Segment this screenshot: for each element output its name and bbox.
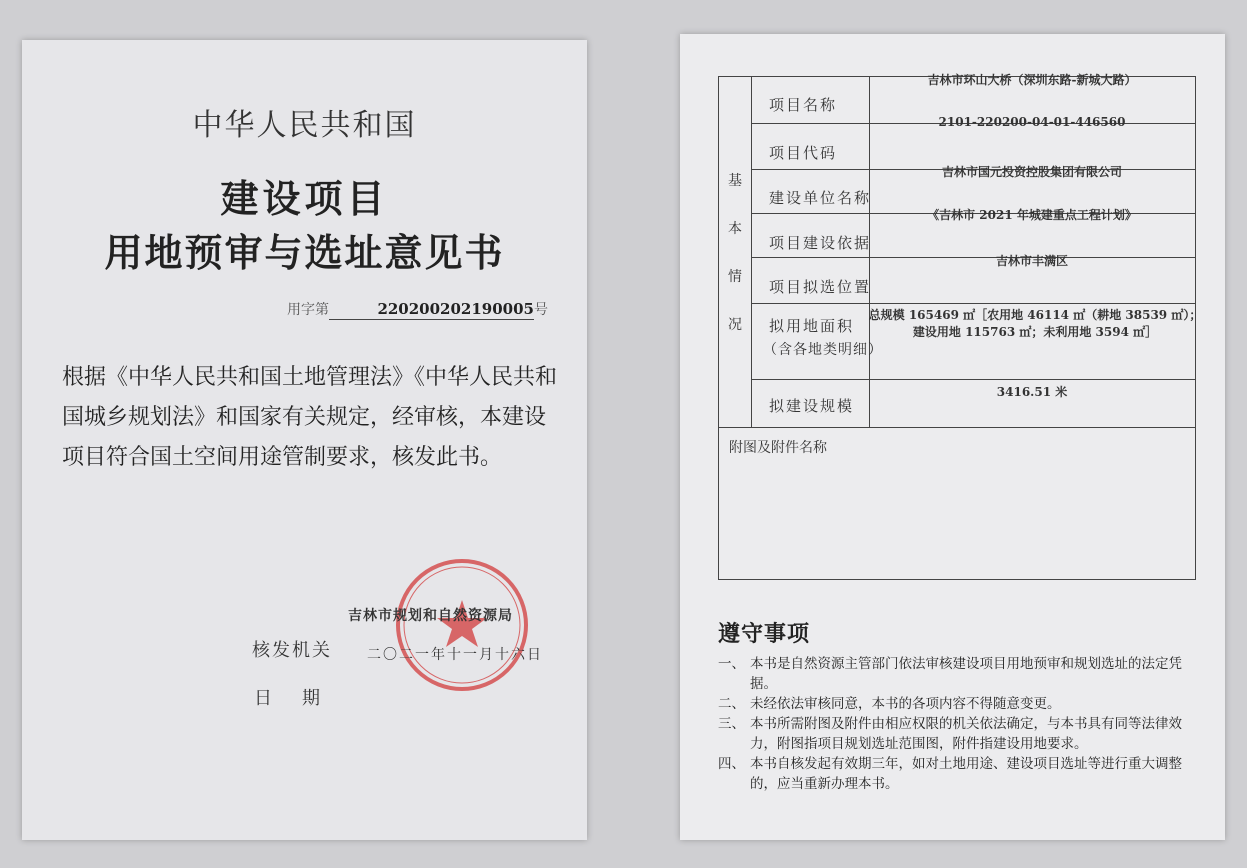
certificate-cover-page (22, 40, 587, 840)
rule-item (718, 694, 1208, 714)
side-title-char: 基 (728, 173, 742, 189)
issue-date: 二〇二一年十一月十六日 (367, 647, 543, 663)
attachments-label: 附图及附件名称 (729, 440, 827, 456)
doc-number-label: 用字第 (287, 302, 329, 318)
doc-number-value: 220200202190005 (329, 300, 534, 320)
basic-info-table (718, 73, 1202, 580)
rule-text: 本书自核发起有效期三年，如对土地用途、建设项目选址等进行重大调整的，应当重新办理本书。 (750, 756, 1182, 792)
approval-statement: 根据《中华人民共和国土地管理法》《中华人民共和国城乡规划法》和国家有关规定，经审核，本建设项目符合国土空间用途管制要求，核发此书。 (62, 365, 558, 470)
value-builder-unit: 吉林市国元投资控股集团有限公司 (941, 165, 1122, 179)
rule-item (718, 754, 1208, 794)
label-land-area: 拟用地面积 (769, 317, 855, 335)
project-info-page (680, 34, 1225, 840)
rule-text: 本书是自然资源主管部门依法审核建设项目用地预审和规划选址的法定凭据。 (750, 656, 1182, 692)
value-project-basis: 《吉林市 2021 年城建重点工程计划》 (927, 208, 1137, 222)
value-project-name: 吉林市环山大桥（深圳东路-新城大路） (927, 73, 1137, 87)
side-title-char: 情 (728, 269, 742, 285)
rule-number: 四、 (718, 756, 745, 772)
country-name: 中华人民共和国 (192, 108, 417, 143)
value-project-code: 2101-220200-04-01-446560 (938, 115, 1126, 129)
doc-number-suffix: 号 (534, 302, 548, 318)
label-proposed-location: 项目拟选位置 (769, 278, 872, 296)
document-number (287, 299, 548, 320)
document-title-line1: 建设项目 (220, 177, 389, 221)
side-title-char: 况 (728, 317, 742, 333)
rule-item (718, 714, 1208, 754)
issuing-authority: 吉林市规划和自然资源局 (348, 608, 513, 624)
rule-text: 未经依法审核同意，本书的各项内容不得随意变更。 (750, 696, 1061, 712)
label-project-name: 项目名称 (769, 96, 838, 114)
date-label: 日期 (254, 688, 350, 709)
rules-list (718, 654, 1208, 794)
rule-number: 一、 (718, 656, 745, 672)
label-land-area-detail: （含各地类明细） (763, 342, 883, 358)
label-project-code: 项目代码 (769, 144, 838, 162)
rule-text: 本书所需附图及附件由相应权限的机关依法确定，与本书具有同等法律效力，附图指项目规划选址范围图，附件指建设用地要求。 (750, 716, 1182, 752)
value-proposed-location: 吉林市丰满区 (995, 254, 1068, 268)
value-land-area: 总规模 165469 ㎡［农用地 46114 ㎡（耕地 38539 ㎡）；建设用地 115763 ㎡；未利用地 3594 ㎡］ (868, 308, 1202, 339)
side-title-char: 本 (728, 221, 742, 237)
label-construction-scale: 拟建设规模 (769, 397, 855, 415)
section-title-basic-info (719, 77, 751, 427)
label-project-basis: 项目建设依据 (769, 234, 872, 252)
rule-number: 三、 (718, 716, 745, 732)
rule-item (718, 654, 1208, 694)
issuer-label: 核发机关 (252, 640, 332, 661)
value-construction-scale: 3416.51 米 (996, 385, 1068, 399)
rule-number: 二、 (718, 696, 745, 712)
document-title-line2: 用地预审与选址意见书 (104, 231, 505, 275)
official-seal-stamp (392, 555, 532, 695)
label-builder-unit: 建设单位名称 (769, 189, 872, 207)
rules-title: 遵守事项 (718, 622, 811, 647)
